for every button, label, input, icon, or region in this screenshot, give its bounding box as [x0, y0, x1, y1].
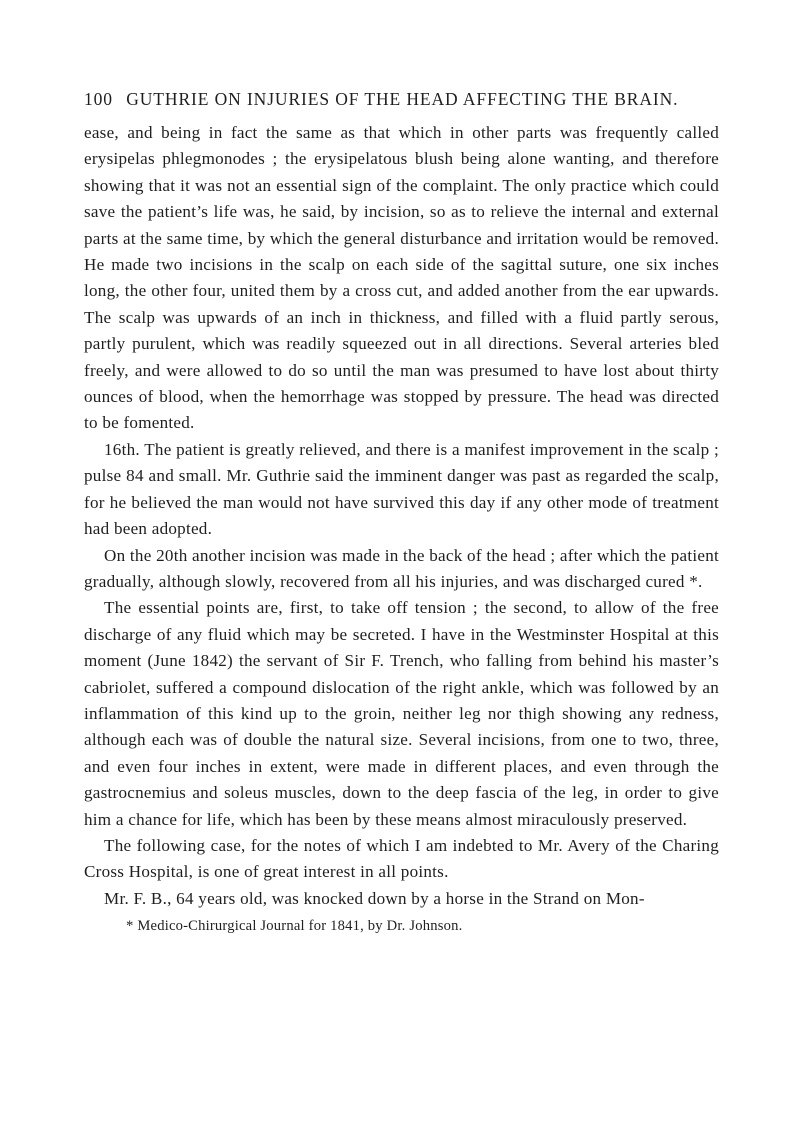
paragraph-following-case: The following case, for the notes of which I am indebted to Mr. Avery of the Charing Cross Hospital, is one of great interest in all points.: [84, 835, 719, 882]
paragraph-16th: 16th. The patient is greatly relieved, and there is a manifest improvement in the scalp ; pulse 84 and small. Mr. Guthrie said the imminent danger was past as regarded the scalp, for he believed the man would not have survived this day if any other mode of treatment had been adopted.: [84, 439, 719, 539]
running-title: GUTHRIE ON INJURIES OF THE HEAD AFFECTING THE BRAIN.: [126, 89, 679, 109]
paragraph-case-start: Mr. F. B., 64 years old, was knocked down by a horse in the Strand on Mon-: [104, 888, 645, 908]
page-number: 100: [84, 89, 113, 109]
paragraph-essential-points: The essential points are, first, to take off tension ; the second, to allow of the free discharge of any fluid which may be secreted. I have in the Westminster Hospital at this moment (June 1842) the servant of Sir F. Trench, who falling from behind his master’s cabriolet, suffered a compound dislocation of the right ankle, which was followed by an inflammation of this kind up to the groin, neither leg nor thigh showing any redness, although each was of double the natural size. Several incisions, from one to two, three, and even four inches in extent, were made in different places, and even through the gastrocnemius and soleus muscles, down to the deep fascia of the leg, in order to give him a chance for life, which has been by these means almost miraculously preserved.: [84, 598, 719, 829]
body-text: [84, 120, 719, 912]
paragraph-20th: On the 20th another incision was made in the back of the head ; after which the patient gradually, although slowly, recovered from all his injuries, and was discharged cured *.: [84, 545, 719, 591]
book-page: [84, 88, 719, 936]
paragraph-continuation: ease, and being in fact the same as that which in other parts was frequently called erysipelas phlegmonodes ; the erysipelatous blush being alone wanting, and therefore showing that it was not an essential sign of the complaint. The only practice which could save the patient’s life was, he said, by incision, so as to relieve the internal and external parts at the same time, by which the general disturbance and irritation would be removed. He made two incisions in the scalp on each side of the sagittal suture, one six inches long, the other four, united them by a cross cut, and added another from the ear upwards. The scalp was upwards of an inch in thickness, and filled with a fluid partly serous, partly purulent, which was readily squeezed out in all directions. Several arteries bled freely, and were allowed to do so until the man was presumed to have lost about thirty ounces of blood, when the hemorrhage was stopped by pressure. The head was directed to be fomented.: [84, 123, 719, 433]
footnote: * Medico-Chirurgical Journal for 1841, by Dr. Johnson.: [126, 918, 463, 935]
running-header: [84, 88, 719, 110]
